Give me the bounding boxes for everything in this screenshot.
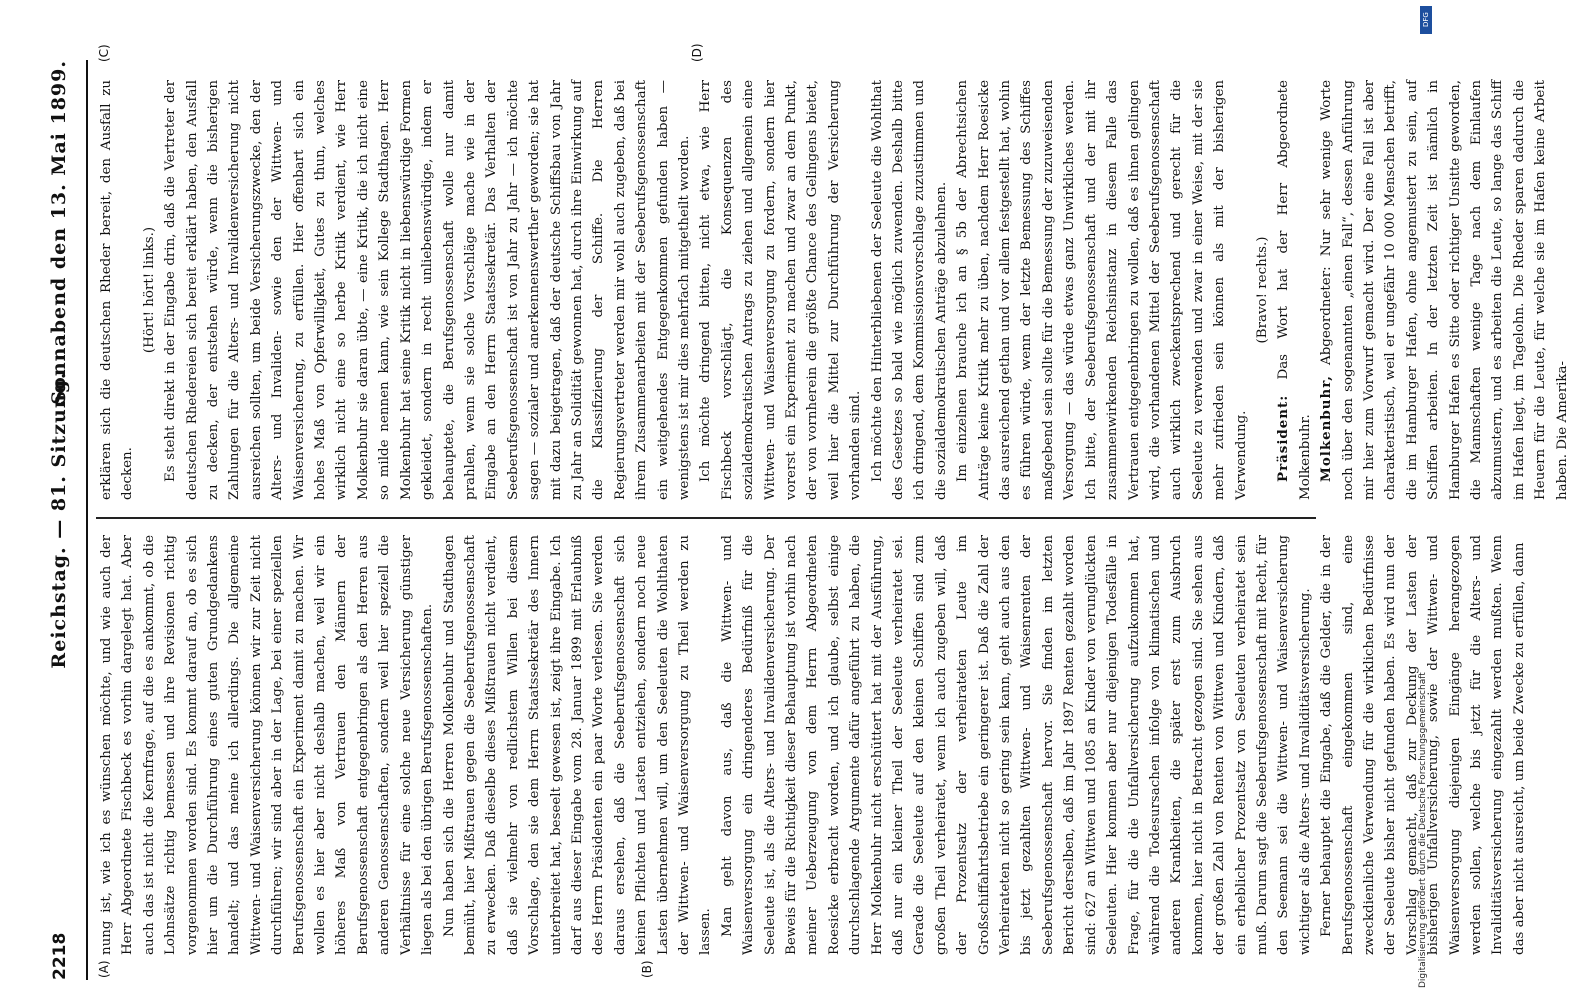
paragraph: nung ist, wie ich es wünschen möchte, und wie auch der Herr Abgeordnete Fischbeck es vorhin dargelegt hat. Aber auch das ist nicht die Kernfrage, auf die es ankommt, ob die Lohnsätze richtig bemessen und ihre Revisionen richtig vorgenommen worden sind. Es kommt darauf an, ob es sich hier um die Durchführung eines guten Grundgedankens handelt; und das meine ich allerdings. Die allgemeine Wittwen- und Waisenversicherung können wir zur Zeit nicht durchführen; wir sind aber in der Lage, bei einer speziellen Berufsgenossenschaft ein Experiment damit zu machen. Wir wollen es hier aber nicht deshalb machen, weil wir ein höheres Maß von Vertrauen den Männern der Berufsgenossenschaft entgegenbringen als den Herren aus anderen Genossenschaften, sondern weil hier speziell die Verhältnisse für eine solche neue Versicherung günstiger liegen als bei den übrigen Berufsgenossenschaften. <box>99 535 436 955</box>
digitization-note: Digitalisierung gefördert durch die Deutsche Forschungsgemeinschaft <box>1418 672 1428 988</box>
paragraph: Es steht direkt in der Eingabe drin, daß die Vertreter der deutschen Rhedereien sich bereit erklärt haben, den Ausfall zu decken, der entstehen würde, wenn die bisherigen Zahlungen für die Alters- und Invalidenversicherung nicht ausreichen sollten, um beide Versicherungszwecke, den der Alters- und Invaliden- sowie den der Wittwen- und Waisenversicherung, zu erfüllen. Hier offenbart sich ein hohes Maß von Opferwilligkeit, Gutes zu thun, welches wirklich nicht eine so herbe Kritik verdient, wie Herr Molkenbuhr sie daran übte, — eine Kritik, die ich nicht eine so milde nennen kann, wie sein Kollege Stadthagen. Herr Molkenbuhr hat seine Kritik nicht in liebenswürdige Formen gekleidet, sondern in recht unliebenswürdige, indem er behauptete, die Berufsgenossenschaft wolle nur damit prahlen, wenn sie solche Vorschläge mache wie in der Eingabe an den Herrn Staatssekretär. Das Verhalten der Seeberufsgenossenschaft ist von Jahr zu Jahr — ich möchte sagen — sozialer und anerkennenswerther geworden; sie hat mit dazu beigetragen, daß der deutsche Schiffsbau von Jahr zu Jahr an Solidität gewonnen hat, durch ihre Einwirkung auf die Klassifizierung der Schiffe. Die Herren Regierungsvertreter werden mir wohl auch zugeben, daß bei ihrem Zusammenarbeiten mit der Seeberufsgenossenschaft ein weitgehendes Entgegenkommen gefunden haben — wenigstens ist mir dies mehrfach mitgetheilt worden. <box>163 80 692 500</box>
header-rule <box>86 60 88 980</box>
margin-marker-c: (C) <box>97 44 111 62</box>
speech-text: Das Wort hat der Herr Abgeordnete Molkenbuhr. <box>1276 80 1313 500</box>
paragraph: erklären sich die deutschen Rheder bereit, den Ausfall zu decken. <box>99 80 136 500</box>
margin-marker-a: (A) <box>97 960 111 978</box>
speaker-paragraph <box>1273 80 1316 500</box>
speech-text: Abgeordneter: Nur sehr wenige Worte noch über den sogenannten „einen Fall“, dessen Anführung mir hier zum Vorwurf gemacht wird. Der eine Fall ist aber charakteristisch, weil er ungefähr 10 000 Menschen betrifft, die im Hamburger Hafen, ohne angemustert zu sein, auf Schiffen arbeiten. In der letzten Zeit ist nämlich in Hamburger Hafen es Sitte oder richtiger Unsitte geworden, die Mannschaften wenige Tage nach dem Einlaufen abzumustern, und es arbeiten die Leute, so lange das Schiff im Hafen liegt, im Tagelohn. Die Rheder sparen dadurch die Heuern für die Leute, für welche sie im Hafen keine Arbeit haben. Die Amerika- <box>1319 80 1570 500</box>
left-text-column <box>96 535 1530 955</box>
speaker-name: Präsident: <box>1275 394 1292 482</box>
paragraph: Nun haben sich die Herren Molkenbuhr und Stadthagen bemüht, hier Mißtrauen gegen die Seeberufsgenossenschaft zu erwecken. Daß dieselbe dieses Mißtrauen nicht verdient, daß sie vielmehr von redlichstem Willen bei diesem Vorschlage, den sie dem Herrn Staatssekretär des Innern unterbreitet hat, beseelt gewesen ist, zeigt ihre Eingabe. Ich darf aus dieser Eingabe vom 28. Januar 1899 mit Erlaubniß des Herrn Präsidenten ein paar Worte verlesen. Sie werden daraus ersehen, daß die Seeberufsgenossenschaft sich keinen Pflichten und Lasten entziehen, sondern noch neue Lasten übernehmen will, um den Seeleuten die Wohlthaten der Wittwen- und Waisenversorgung zu Theil werden zu lassen. <box>441 535 714 955</box>
paragraph: Im einzelnen brauche ich an § 5b der Abrechtsichen Anträge keine Kritik mehr zu üben, nachdem Herr Roesicke das ausreichend gethan und vor allem festgestellt hat, wohin es führen würde, wenn der letzte Bemessung des Schiffes maßgebend sein sollte für die Bemessung der zuzuweisenden Versorgung — das würde etwas ganz Unwirkliches werden. Ich bitte, der Seeberufsgenossenschaft und der mit ihr zusammenwirkenden Reichsinstanz in diesem Falle das Vertrauen entgegenbringen zu wollen, daß es ihnen gelingen wird, die vorhandenen Mittel der Seeberufsgenossenschaft auch wirklich zweckentsprechend und gerecht für die Seeleute zu verwenden und zwar in einer Weise, mit der sie mehr zufrieden sein können als mit der bisherigen Verwendung. <box>955 80 1249 500</box>
page-header <box>42 60 82 980</box>
page-number: 2218 <box>50 932 70 980</box>
session-date: Sonnabend den 13. Mai 1899. <box>48 60 70 405</box>
paragraph: Ferner behauptet die Eingabe, daß die Gelder, die in der Berufsgenossenschaft eingekommen sind, eine zweckdienliche Verwendung für die wirklichen Bedürfnisse der Seeleute bisher nicht gefunden haben. Es wird nun der Vorschlag gemacht, daß zur Deckung der Lasten der bisherigen Unfallversicherung, sowie der Wittwen- und Waisenversorgung diejenigen Eingänge herangezogen werden sollen, welche bis jetzt für die Alters- und Invaliditätsversicherung eingezahlt werden mußten. Wenn das aber nicht ausreicht, um beide Zwecke zu erfüllen, dann <box>1319 535 1527 955</box>
paragraph: Man geht davon aus, daß die Wittwen- und Waisenversorgung ein dringenderes Bedürfniß für die Seeleute ist, als die Alters- und Invalidenversicherung. Der Beweis für die Richtigkeit dieser Behauptung ist vorhin nach meiner Ueberzeugung von dem Herrn Abgeordneten Roesicke erbracht worden, und ich glaube, selbst einige durchschlagende Argumente dafür angeführt zu haben, die Herr Molkenbuhr nicht erschüttert hat mit der Ausführung, daß nur ein kleiner Theil der Seeleute verheiratet sei. Gerade die Seeleute auf den kleinen Schiffen sind zum großen Theil verheiratet, wenn ich auch zugeben will, daß der Prozentsatz der verheirateten Leute im Großschiffahrtsbetriebe ein geringerer ist. Daß die Zahl der Verheirateten nicht so gering sein kann, geht auch aus den bis jetzt gezahlten Wittwen- und Waisenrenten der Seeberufsgenossenschaft hervor. Sie finden im letzten Bericht derselben, daß im Jahr 1897 Renten gezahlt worden sind: 627 an Wittwen und 1085 an Kinder von verunglückten Seeleuten. Hier kommen aber nur diejenigen Todesfälle in Frage, für die die Unfallversicherung aufzukommen hat, während die Todesursachen infolge von klimatischen und anderen Krankheiten, die später erst zum Ausbruch kommen, hier nicht in Betracht gezogen sind. Sie sehen aus der großen Zahl von Renten von Wittwen und Kindern, daß ein erheblicher Prozentsatz von Seeleuten verheiratet sein muß. Darum sagt die Seeberufsgenossenschaft mit Recht, für den Seemann sei die Wittwen- und Waisenversicherung wichtiger als die Alters- und Invaliditätsversicherung. <box>719 535 1313 955</box>
column-divider <box>96 518 1316 520</box>
speaker-paragraph <box>1316 80 1573 500</box>
margin-marker-b: (B) <box>640 960 654 978</box>
speaker-name: Molkenbuhr, <box>1318 375 1335 482</box>
paragraph: Ich möchte den Hinterbliebenen der Seeleute die Wohlthat des Gesetzes so bald wie möglich zuwenden. Deshalb bitte ich dringend, dem Kommissionsvorschlage zuzustimmen und die sozialdemokratischen Anträge abzulehnen. <box>869 80 949 500</box>
dfg-logo: DFG <box>1420 6 1432 34</box>
margin-marker-d: (D) <box>690 43 704 62</box>
session-title: Reichstag. — 81. Sitzung. <box>48 371 70 669</box>
interjection: (Hört! hört! links.) <box>141 226 157 354</box>
right-text-column <box>96 80 1573 500</box>
interjection: (Bravo! rechts.) <box>1254 236 1270 344</box>
paragraph: Ich möchte dringend bitten, nicht etwa, wie Herr Fischbeck vorschlägt, die Konsequenzen des sozialdemokratischen Antrags zu ziehen und allgemein eine Wittwen- und Waisenversorgung zu fordern, sondern hier vorerst ein Experiment zu machen und zwar an dem Punkt, der von vornherein die größte Chance des Gelingens bietet, weil hier die Mittel zur Durchführung der Versicherung vorhanden sind. <box>698 80 864 500</box>
